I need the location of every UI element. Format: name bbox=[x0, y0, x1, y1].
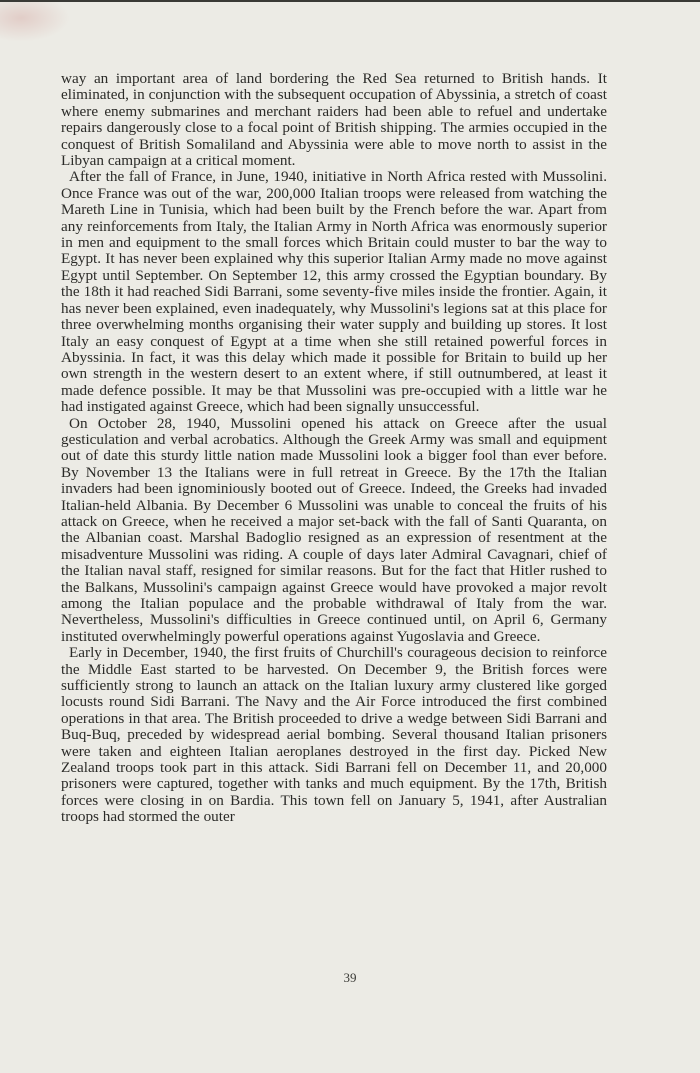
paragraph-3: On October 28, 1940, Mussolini opened his attack on Greece after the usual gesticulation and verbal acrobatics. Although the Greek Army was small and equipment out of date this sturdy little nation made Mussolini look a bigger fool than ever before. By November 13 the Italians were in full retreat in Greece. By the 17th the Italian invaders had been ignominiously booted out of Greece. Indeed, the Greeks had invaded Italian-held Albania. By December 6 Mussolini was unable to conceal the fruits of his attack on Greece, when he received a major set-back with the fall of Santi Quaranta, on the Albanian coast. Marshal Badoglio resigned as an expression of resentment at the misadventure Mussolini was riding. A couple of days later Admiral Cavagnari, chief of the Italian naval staff, resigned for similar reasons. But for the fact that Hitler rushed to the Balkans, Mussolini's campaign against Greece would have provoked a major revolt among the Italian populace and the probable withdrawal of Italy from the war. Nevertheless, Mussolini's difficulties in Greece continued until, on April 6, Germany instituted overwhelmingly powerful operations against Yugoslavia and Greece. bbox=[61, 414, 607, 645]
paragraph-2: After the fall of France, in June, 1940, initiative in North Africa rested with Mussolini. Once France was out of the war, 200,000 Italian troops were released from watching the Mareth Line in Tunisia, which had been built by the French before the war. Apart from any reinforcements from Italy, the Italian Army in North Africa was enormously superior in men and equipment to the small forces which Britain could muster to bar the way to Egypt. It has never been explained why this superior Italian Army made no move against Egypt until September. On September 12, this army crossed the Egyptian boundary. By the 18th it had reached Sidi Barrani, some seventy-five miles inside the frontier. Again, it has never been explained, even inadequately, why Mussolini's legions sat at this place for three overwhelming months organising their water supply and building up stores. It lost Italy an easy conquest of Egypt at a time when she still retained powerful forces in Abyssinia. In fact, it was this delay which made it possible for Britain to build up her own strength in the western desert to an extent where, if still outnumbered, at least it made defence possible. It may be that Mussolini was pre-occupied with a little war he had instigated against Greece, which had been signally unsuccessful. bbox=[61, 168, 607, 416]
page-text bbox=[61, 71, 607, 826]
page-number: 39 bbox=[343, 970, 357, 985]
paragraph-4: Early in December, 1940, the first fruits of Churchill's courageous decision to reinforce the Middle East started to be harvested. On December 9, the British forces were sufficiently strong to launch an attack on the Italian luxury army clustered like gorged locusts round Sidi Barrani. The Navy and the Air Force introduced the first combined operations in that area. The British proceeded to drive a wedge between Sidi Barrani and Buq-Buq, preceded by widespread aerial bombing. Several thousand Italian prisoners were taken and eighteen Italian aeroplanes destroyed in the first day. Picked New Zealand troops took part in this attack. Sidi Barrani fell on December 11, and 20,000 prisoners were captured, together with tanks and much equipment. By the 17th, British forces were closing in on Bardia. This town fell on January 5, 1941, after Australian troops had stormed the outer bbox=[61, 644, 607, 826]
top-rule bbox=[0, 0, 700, 2]
paper-stain bbox=[0, 2, 70, 42]
paragraph-1: way an important area of land bordering the Red Sea returned to British hands. It eliminated, in conjunction with the subsequent occupation of Abyssinia, a stretch of coast where enemy submarines and merchant raiders had been able to refuel and undertake repairs dangerously close to a focal point of British shipping. The armies occupied in the conquest of British Somaliland and Abyssinia were able to move north to assist in the Libyan campaign at a critical moment. bbox=[61, 70, 607, 170]
